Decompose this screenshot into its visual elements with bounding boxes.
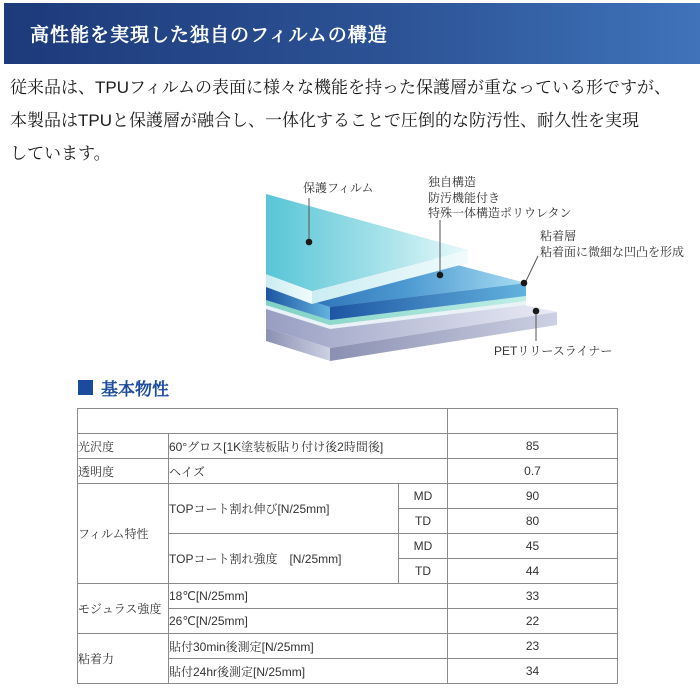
intro-paragraph: [10, 71, 671, 170]
cell-direction: MD: [399, 534, 448, 559]
cell-value: 45: [448, 534, 618, 559]
cell-value: 80: [448, 509, 618, 534]
table-header-row: [78, 409, 618, 434]
label-protective-film: 保護フィルム: [303, 181, 374, 195]
header-bar: [4, 3, 700, 64]
cell-value: 44: [448, 559, 618, 584]
intro-line: 従来品は、TPUフィルムの表面に様々な機能を持った保護層が重なっている形ですが、: [10, 78, 671, 97]
film-structure-diagram: [0, 170, 700, 370]
cell-direction: TD: [399, 559, 448, 584]
page-title: 高性能を実現した独自のフィルムの構造: [30, 25, 388, 46]
cell-test: 26℃[N/25mm]: [169, 609, 448, 634]
cell-category: 粘着力: [78, 634, 169, 684]
table-row: [78, 584, 618, 609]
cell-direction: MD: [399, 484, 448, 509]
cell-value: 33: [448, 584, 618, 609]
label-pet-liner: PETリリースライナー: [494, 344, 613, 358]
cell-value: 34: [448, 659, 618, 684]
section-title-text: 基本物性: [101, 380, 169, 399]
label-unique-structure: 独自構造 防汚機能付き 特殊一体構造ポリウレタン: [428, 175, 572, 220]
intro-line: しています。: [10, 144, 111, 163]
properties-table: [77, 408, 618, 684]
cell-test: 貼付30min後測定[N/25mm]: [169, 634, 448, 659]
cell-category: モジュラス強度: [78, 584, 169, 634]
cell-test: ヘイズ: [169, 459, 448, 484]
table-row: [78, 459, 618, 484]
square-bullet-icon: [78, 380, 93, 395]
cell-value: 90: [448, 484, 618, 509]
cell-category: フィルム特性: [78, 484, 169, 584]
table-row: [78, 634, 618, 659]
cell-test: 貼付24hr後測定[N/25mm]: [169, 659, 448, 684]
cell-test: TOPコート割れ伸び[N/25mm]: [169, 484, 399, 534]
table-row: [78, 484, 618, 509]
label-adhesive-layer: 粘着層 粘着面に微細な凹凸を形成: [540, 229, 685, 259]
product-column-header: ECHELON Headlight PPF: [448, 409, 618, 434]
diagonal-header-cell: [78, 409, 448, 434]
intro-line: 本製品はTPUと保護層が融合し、一体化することで圧倒的な防汚性、耐久性を実現: [10, 111, 639, 130]
cell-direction: TD: [399, 509, 448, 534]
cell-test: 60°グロス[1K塗装板貼り付け後2時間後]: [169, 434, 448, 459]
cell-value: 0.7: [448, 459, 618, 484]
cell-test: 18℃[N/25mm]: [169, 584, 448, 609]
cell-category: 光沢度: [78, 434, 169, 459]
cell-value: 23: [448, 634, 618, 659]
cell-category: 透明度: [78, 459, 169, 484]
cell-value: 85: [448, 434, 618, 459]
cell-test: TOPコート割れ強度 [N/25mm]: [169, 534, 399, 584]
section-title: [78, 375, 169, 400]
cell-value: 22: [448, 609, 618, 634]
table-row: [78, 434, 618, 459]
